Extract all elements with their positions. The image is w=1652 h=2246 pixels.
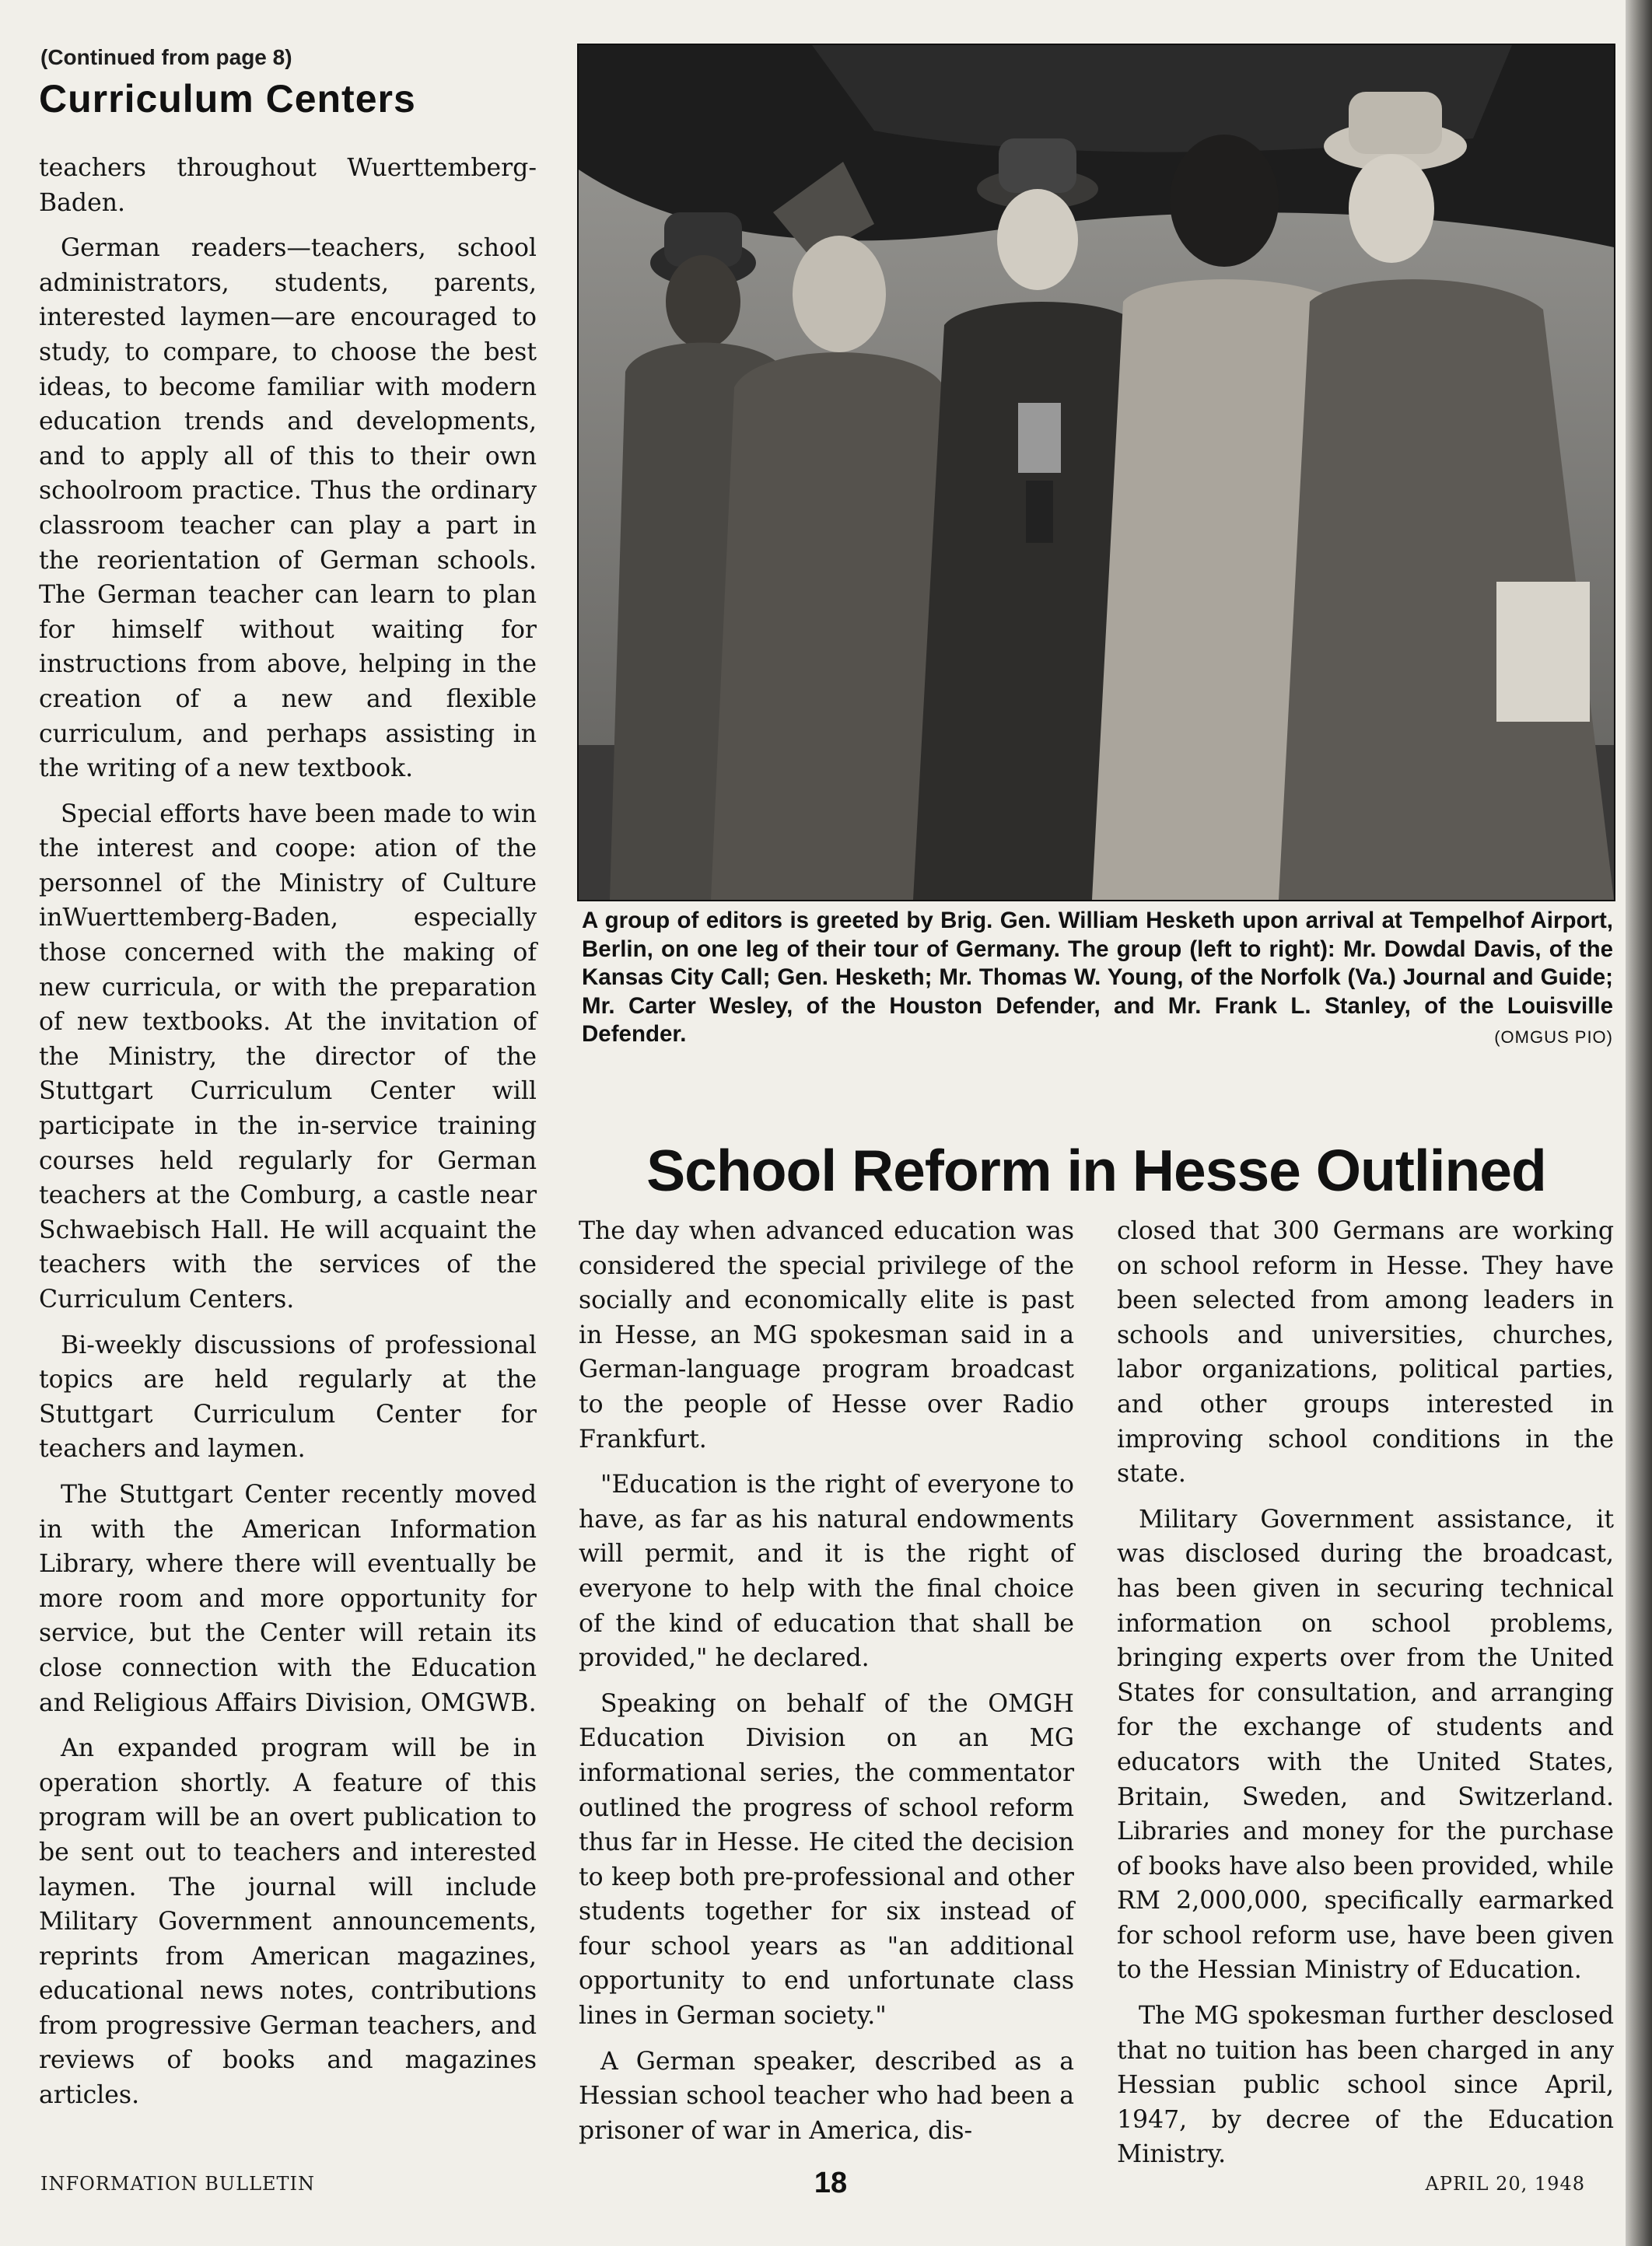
photo-credit: (OMGUS PIO) — [1494, 1027, 1613, 1047]
article-headline: School Reform in Hesse Outlined — [646, 1138, 1546, 1203]
page-edge-shadow — [1626, 0, 1652, 2246]
left-column — [39, 151, 537, 2124]
left-paragraph: Special efforts have been made to win the interest and coope: ation of the personnel of the Ministry of Culture inWuerttemberg-Baden, especially those concerned with the making of new curricula, or with the preparation of new textbooks. At the invitation of the Ministry, the director of the Stuttgart Curriculum Center will participate in the in-service training courses held regularly for German teachers at the Comburg, a castle near Schwaebisch Hall. He will acquaint the teachers with the services of the Curriculum Centers. — [39, 799, 537, 1314]
page-number: 18 — [814, 2167, 848, 2199]
publication-name: INFORMATION BULLETIN — [40, 2173, 316, 2195]
left-paragraph: teachers throughout Wuerttemberg-Baden. — [39, 154, 537, 217]
article-paragraph: The MG spokesman further desclosed that no tuition has been charged in any Hessian public school since April, 1947, by decree of the Education Ministry. — [1117, 2002, 1614, 2169]
article-paragraph: Speaking on behalf of the OMGH Education Division on an MG informational series, the commentator outlined the progress of school reform thus far in Hesse. He cited the decision to keep both pre-professional and other students together for six instead of four school years as "an additional opportunity to end unfortunate class lines in German society." — [579, 1689, 1074, 2031]
article-paragraph: "Education is the right of everyone to have, as far as his natural endowments will permit, and it is the right of everyone to help with the final choice of the kind of education that shall be provided," he declared. — [579, 1471, 1074, 1673]
news-photo — [579, 45, 1614, 900]
article-paragraph: closed that 300 Germans are working on school reform in Hesse. They have been selected from among leaders in schools and universities, churches, labor organizations, political parties, and other groups interested in improving school conditions in the state. — [1117, 1217, 1614, 1489]
article-paragraph: The day when advanced education was considered the special privilege of the socially and economically elite is past in Hesse, an MG spokesman said in a German-language program broadcast to the people of Hesse over Radio Frankfurt. — [579, 1217, 1074, 1454]
caption-text: A group of editors is greeted by Brig. Gen. William Hesketh upon arrival at Tempelhof Airport, Berlin, on one leg of their tour of Germany. The group (left to right): Mr. Dowdal Davis, of the Kansas City Call; Gen. Hesketh; Mr. Thomas W. Young, of the Norfolk (Va.) Journal and Guide; Mr. Carter Wesley, of the Houston Defender, and Mr. Frank L. Stanley, of the Louisville Defender. — [582, 908, 1613, 1047]
section-heading: Curriculum Centers — [39, 77, 416, 121]
photo-illustration — [579, 45, 1614, 900]
issue-date: APRIL 20, 1948 — [1425, 2173, 1585, 2195]
photo-caption — [582, 907, 1613, 1052]
left-paragraph: The Stuttgart Center recently moved in with the American Information Library, where there will eventually be more room and more opportunity for service, but the Center will retain its close connection with the Education and Religious Affairs Division, OMGWB. — [39, 1480, 537, 1717]
continued-note: (Continued from page 8) — [40, 45, 292, 69]
article-column-2 — [1117, 1214, 1614, 2183]
left-paragraph: German readers—teachers, school administrators, students, parents, interested laymen—are encouraged to study, to compare, to choose the best ideas, to become familiar with modern education trends and developments, and to apply all of this to their own schoolroom practice. Thus the ordinary classroom teacher can play a part in the reorientation of German schools. The German teacher can learn to plan for himself without waiting for instructions from above, helping in the creation of a new and flexible curriculum, and perhaps assisting in the writing of a new textbook. — [39, 234, 537, 783]
article-column-1 — [579, 1214, 1074, 2159]
article-paragraph: Military Government assistance, it was disclosed during the broadcast, has been given in securing technical information on school problems, bringing experts over from the United States for consultation, and arranging for the exchange of students and educators with the United States, Britain, Sweden, and Switzerland. Libraries and money for the purchase of books have also been provided, while RM 2,000,000, specifically earmarked for school reform use, have been given to the Hessian Ministry of Education. — [1117, 1505, 1614, 1985]
left-paragraph: Bi-weekly discussions of professional topics are held regularly at the Stuttgart Curriculum Center for teachers and laymen. — [39, 1331, 537, 1464]
left-paragraph: An expanded program will be in operation shortly. A feature of this program will be an overt publication to be sent out to teachers and interested laymen. The journal will include Military Government announcements, reprints from American magazines, educational news notes, contributions from progressive German teachers, and reviews of books and magazines articles. — [39, 1734, 537, 2110]
article-paragraph: A German speaker, described as a Hessian school teacher who had been a prisoner of war in America, dis- — [579, 2047, 1074, 2145]
